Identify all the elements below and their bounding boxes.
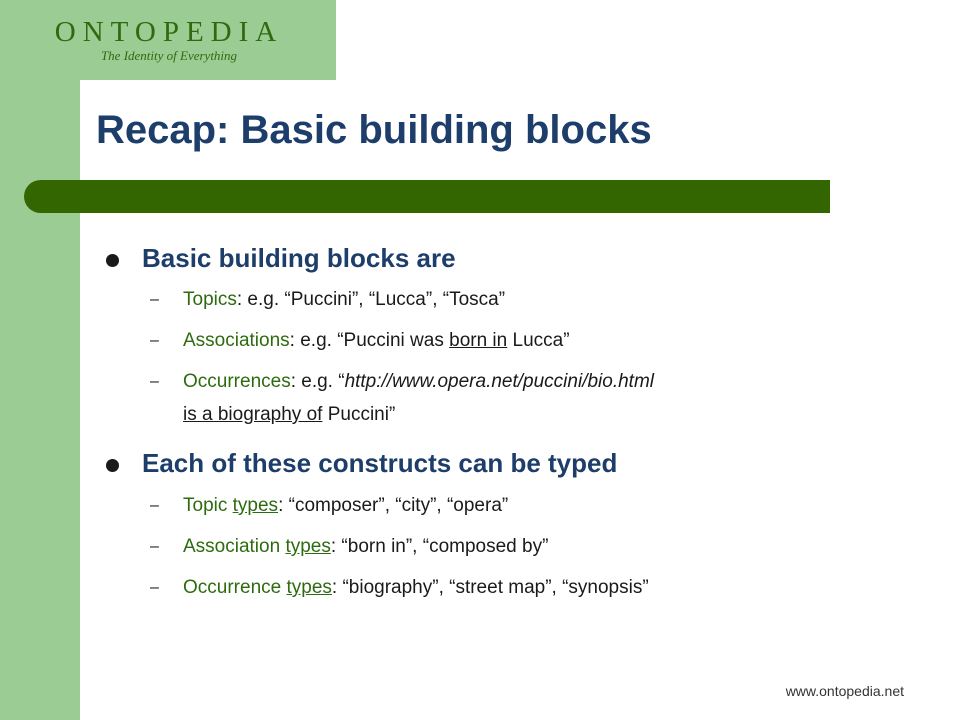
underlined-term: types	[285, 536, 331, 557]
bullet-dot	[106, 459, 119, 472]
list-item	[183, 536, 548, 558]
content-area	[80, 80, 960, 720]
url-text: http://www.opera.net/puccini/bio.html	[344, 371, 654, 392]
underlined-term: born in	[449, 330, 508, 351]
item-label: Topics	[183, 289, 237, 310]
item-label: Occurrence	[183, 577, 287, 598]
item-text: Puccini”	[322, 404, 396, 425]
section2-heading: Each of these constructs can be typed	[142, 448, 618, 478]
list-item	[183, 577, 649, 599]
dash: –	[150, 373, 159, 390]
list-item-continuation	[183, 404, 395, 426]
item-label: Occurrences	[183, 371, 291, 392]
footer-url[interactable]: www.ontopedia.net	[785, 683, 904, 699]
dash: –	[150, 579, 159, 596]
section1-heading: Basic building blocks are	[142, 243, 456, 273]
logo-tagline: The Identity of Everything	[100, 48, 238, 63]
list-item	[183, 495, 508, 517]
item-label: Topic	[183, 495, 233, 516]
list-item	[183, 330, 570, 352]
slide-title: Recap: Basic building blocks	[96, 108, 652, 152]
bullet-dot	[106, 254, 119, 267]
list-item	[183, 371, 654, 393]
dash: –	[150, 538, 159, 555]
item-text: : e.g. “	[290, 371, 345, 392]
item-text: : e.g. “Puccini was	[289, 330, 450, 351]
dash: –	[150, 332, 159, 349]
dash: –	[150, 291, 159, 308]
logo-name: ONTOPEDIA	[54, 16, 284, 48]
title-underline-bar	[24, 180, 830, 213]
list-item	[183, 289, 505, 311]
underlined-term: is a biography of	[183, 404, 323, 425]
item-text: : “biography”, “street map”, “synopsis”	[331, 577, 649, 598]
item-text: : e.g. “Puccini”, “Lucca”, “Tosca”	[236, 289, 506, 310]
item-label: Associations	[183, 330, 290, 351]
item-text: : “born in”, “composed by”	[330, 536, 549, 557]
item-label: Association	[183, 536, 286, 557]
dash: –	[150, 497, 159, 514]
sidebar-panel	[0, 0, 80, 720]
logo	[44, 16, 294, 64]
item-text: : “composer”, “city”, “opera”	[278, 495, 509, 516]
underlined-term: types	[232, 495, 279, 516]
underlined-term: types	[286, 577, 332, 598]
item-text: Lucca”	[507, 330, 570, 351]
